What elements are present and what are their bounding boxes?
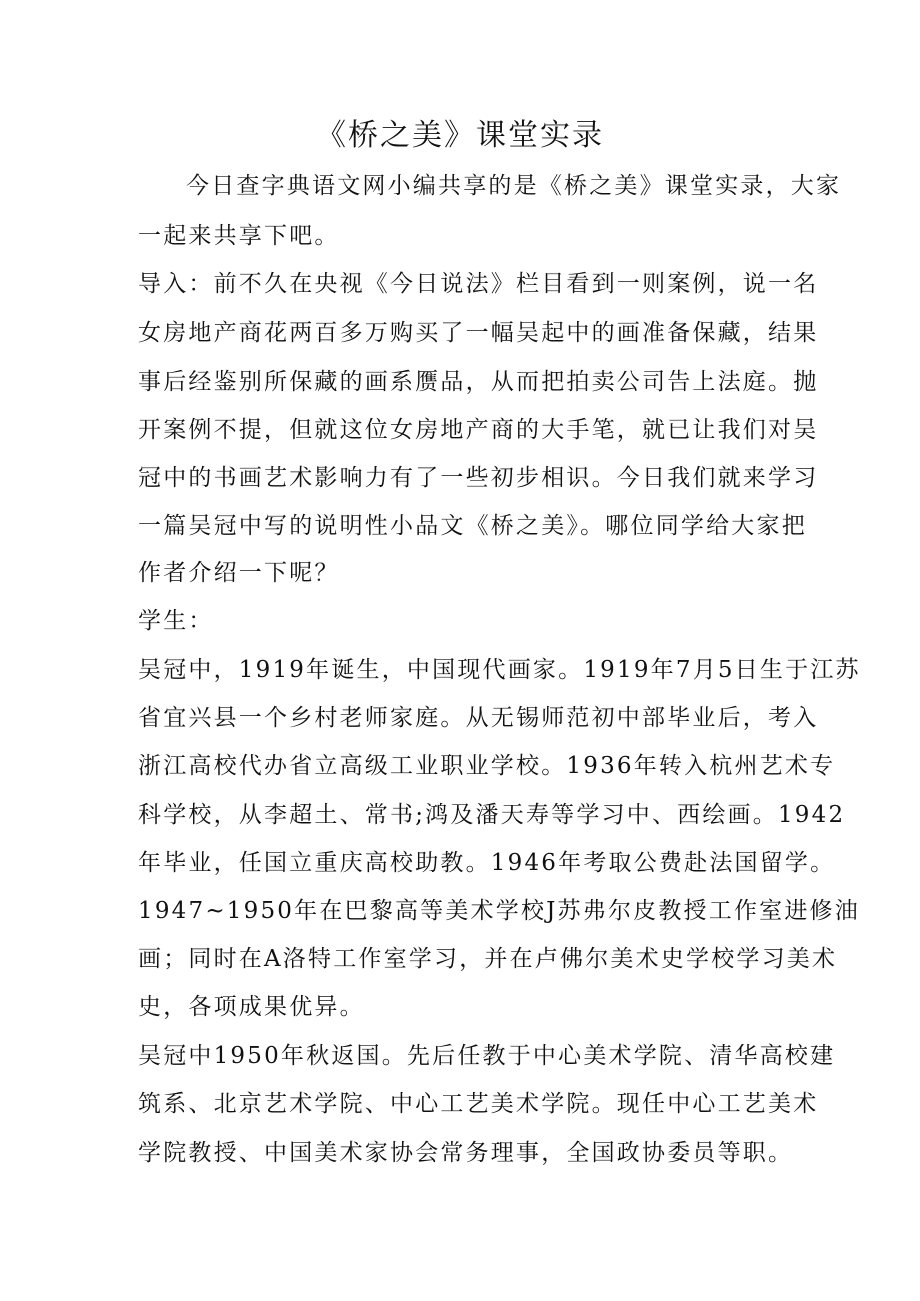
paragraph-line: 吴冠中1950年秋返国。先后任教于中心美术学院、清华高校建 <box>138 1043 836 1069</box>
paragraph-line: 史，各项成果优异。 <box>138 994 365 1020</box>
paragraph-line: 开案例不提，但就这位女房地产商的大手笔，就已让我们对吴 <box>138 417 819 443</box>
paragraph-line: 年毕业，任国立重庆高校助教。1946年考取公费赴法国留学。 <box>138 850 836 876</box>
paragraph-line: 浙江高校代办省立高级工业职业学校。1936年转入杭州艺术专 <box>138 753 836 779</box>
paragraph-line: 画；同时在A洛特工作室学习，并在卢佛尔美术史学校学习美术 <box>138 946 838 972</box>
paragraph-line: 一篇吴冠中写的说明性小品文《桥之美》。哪位同学给大家把 <box>138 513 807 539</box>
paragraph-line: 导入：前不久在央视《今日说法》栏目看到一则案例，说一名 <box>138 271 819 297</box>
paragraph-line: 今日查字典语文网小编共享的是《桥之美》课堂实录，大家 <box>186 173 842 199</box>
paragraph-line: 省宜兴县一个乡村老师家庭。从无锡师范初中部毕业后，考入 <box>138 705 819 731</box>
paragraph-line: 事后经鉴别所保藏的画系赝品，从而把拍卖公司告上法庭。抛 <box>138 369 819 395</box>
paragraph-line: 学院教授、中国美术家协会常务理事，全国政协委员等职。 <box>138 1140 794 1166</box>
paragraph-line: 1947~1950年在巴黎高等美术学校J苏弗尔皮教授工作室进修油 <box>138 898 860 924</box>
paragraph-line: 女房地产商花两百多万购买了一幅吴起中的画准备保藏，结果 <box>138 320 819 346</box>
paragraph-line: 一起来共享下吧。 <box>138 223 340 249</box>
paragraph-line: 吴冠中，1919年诞生，中国现代画家。1919年7月5日生于江苏 <box>138 657 861 683</box>
paragraph-line: 作者介绍一下呢？ <box>138 560 340 586</box>
paragraph-line: 冠中的书画艺术影响力有了一些初步相识。今日我们就来学习 <box>138 465 819 491</box>
paragraph-line: 筑系、北京艺术学院、中心工艺美术学院。现任中心工艺美术 <box>138 1091 819 1117</box>
document-title: 《桥之美》课堂实录 <box>316 118 604 153</box>
paragraph-line: 学生： <box>138 608 214 634</box>
paragraph-line: 科学校，从李超土、常书;鸿及潘天寿等学习中、西绘画。1942 <box>138 802 846 828</box>
